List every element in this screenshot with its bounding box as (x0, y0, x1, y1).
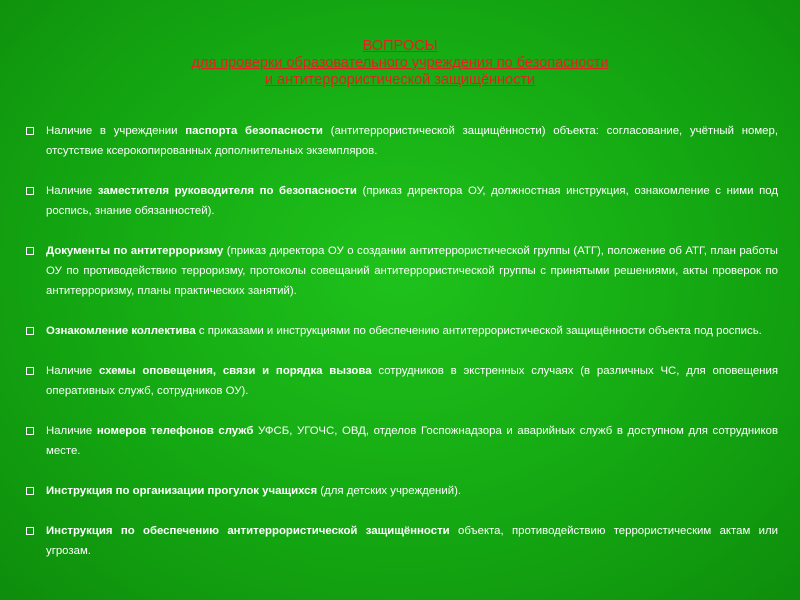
item-text: с приказами и инструкциями по обеспечению антитеррористической защищённости объекта под роспись. (195, 325, 762, 337)
title-line-1: ВОПРОСЫ (362, 38, 438, 54)
item-text: Наличие (46, 185, 98, 197)
list-item (26, 181, 778, 221)
list-item (26, 481, 778, 501)
list-item (26, 421, 778, 461)
square-bullet-icon (26, 427, 34, 435)
list-item (26, 361, 778, 401)
list-item (26, 321, 778, 341)
title-line-3: и антитеррористической защищённости (264, 72, 536, 88)
square-bullet-icon (26, 487, 34, 495)
item-bold-text: схемы оповещения, связи и порядка вызова (99, 365, 372, 377)
square-bullet-icon (26, 367, 34, 375)
item-text: (приказ директора ОУ о создании антитеррористической группы (АТГ), положение об АТГ, план работы ОУ по противодействию терроризму, протоколы совещаний антитеррористической группы с принятыми решениями, акты проверок по антитерроризму, планы практических занятий). (46, 245, 778, 297)
item-text: Наличие в учреждении (46, 125, 186, 137)
list-item (26, 521, 778, 561)
square-bullet-icon (26, 247, 34, 255)
item-text: (для детских учреждений). (317, 485, 462, 497)
item-text: Наличие (46, 365, 100, 377)
title-line-2: для проверки образовательного учреждения по безопасности (191, 55, 609, 71)
square-bullet-icon (26, 187, 34, 195)
item-text: Наличие (46, 425, 97, 437)
item-bold-text: заместителя руководителя по безопасности (97, 185, 357, 197)
item-bold-text: Инструкция по организации прогулок учащихся (46, 485, 318, 497)
item-text: сотрудников в экстренных случаях (в различных ЧС, для оповещения оперативных служб, сотрудников ОУ). (46, 365, 778, 397)
item-text: (антитеррористической защищённости) объекта: согласование, учётный номер, отсутствие ксерокопированных дополнительных экземпляров. (46, 125, 778, 157)
checklist (26, 121, 778, 581)
list-item (26, 241, 778, 301)
item-bold-text: Инструкция по обеспечению антитеррористической защищённости (46, 525, 450, 537)
square-bullet-icon (26, 527, 34, 535)
item-bold-text: Документы по антитерроризму (46, 245, 224, 257)
item-bold-text: Ознакомление коллектива (46, 325, 196, 337)
item-bold-text: паспорта безопасности (185, 125, 323, 137)
item-text: (приказ директора ОУ, должностная инструкция, ознакомление с ними под роспись, знание обязанностей). (46, 185, 778, 217)
square-bullet-icon (26, 327, 34, 335)
slide-title (0, 38, 800, 89)
list-item (26, 121, 778, 161)
item-bold-text: номеров телефонов служб (96, 425, 254, 437)
item-text: УФСБ, УГОЧС, ОВД, отделов Госпожнадзора и аварийных служб в доступном для сотрудников месте. (46, 425, 779, 457)
square-bullet-icon (26, 127, 34, 135)
item-text: объекта, противодействию террористическим актам или угрозам. (46, 525, 779, 557)
